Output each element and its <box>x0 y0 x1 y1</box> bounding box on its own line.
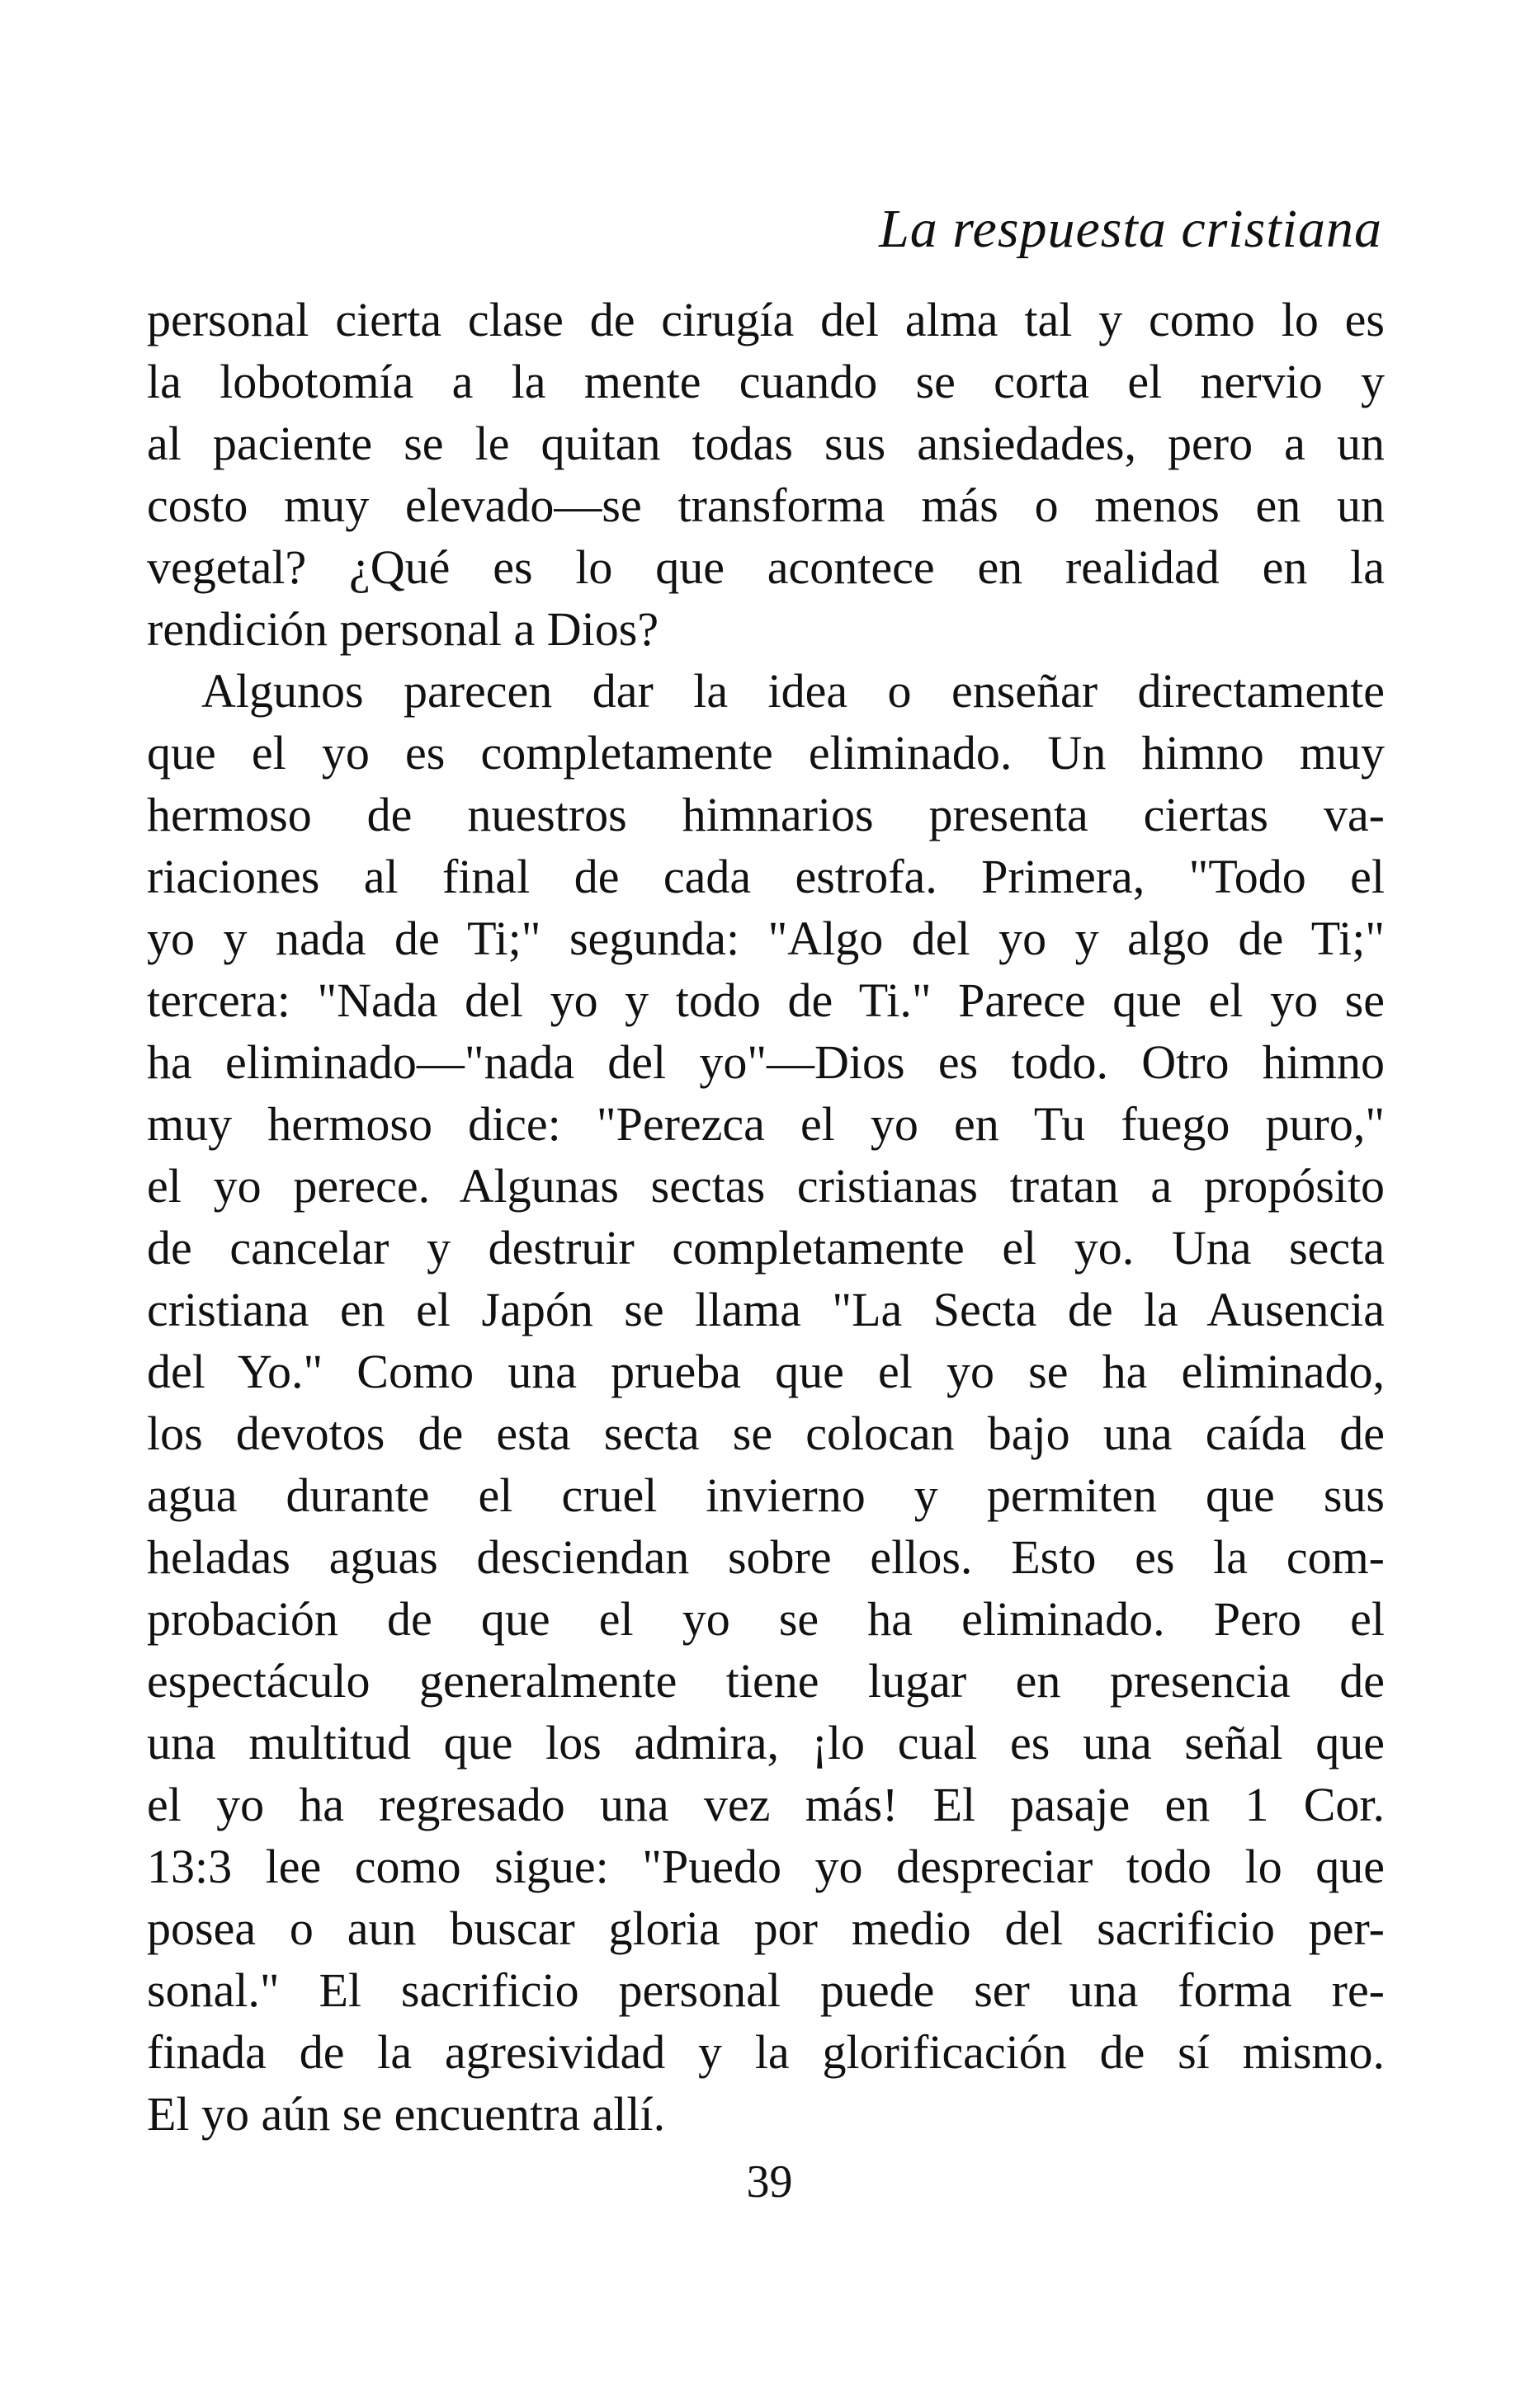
paragraph-1 <box>147 289 1385 660</box>
text-line: rendición personal a Dios? <box>147 602 659 656</box>
text-line: espectáculo generalmente tiene lugar en presencia de <box>147 1654 1385 1708</box>
text-line: que el yo es completamente eliminado. Un himno muy <box>147 726 1385 780</box>
text-line: riaciones al final de cada estrofa. Primera, "Todo el <box>147 850 1385 903</box>
text-line: de cancelar y destruir completamente el yo. Una secta <box>147 1221 1385 1275</box>
text-line: los devotos de esta secta se colocan bajo una caída de <box>147 1407 1385 1460</box>
running-head: La respuesta cristiana <box>879 199 1382 259</box>
text-line: heladas aguas desciendan sobre ellos. Esto es la com- <box>147 1530 1385 1584</box>
body-text <box>147 289 1385 2145</box>
text-line: del Yo." Como una prueba que el yo se ha eliminado, <box>147 1345 1385 1398</box>
text-line: la lobotomía a la mente cuando se corta el nervio y <box>147 355 1385 408</box>
text-line: agua durante el cruel invierno y permiten que sus <box>147 1468 1385 1522</box>
text-line: probación de que el yo se ha eliminado. Pero el <box>147 1592 1385 1646</box>
text-line: yo y nada de Ti;" segunda: "Algo del yo y algo de Ti;" <box>147 912 1385 965</box>
page-number: 39 <box>746 2156 793 2208</box>
text-line: El yo aún se encuentra allí. <box>147 2087 666 2141</box>
text-line: 13:3 lee como sigue: "Puedo yo despreciar todo lo que <box>147 1840 1385 1893</box>
text-line: una multitud que los admira, ¡lo cual es una señal que <box>147 1716 1385 1769</box>
text-line: el yo perece. Algunas sectas cristianas tratan a propósito <box>147 1159 1385 1213</box>
text-line: muy hermoso dice: "Perezca el yo en Tu fuego puro," <box>147 1097 1385 1151</box>
text-line: al paciente se le quitan todas sus ansiedades, pero a un <box>147 417 1385 470</box>
text-line: hermoso de nuestros himnarios presenta ciertas va- <box>147 788 1385 841</box>
text-line: personal cierta clase de cirugía del alma tal y como lo es <box>147 293 1385 346</box>
paragraph-2 <box>147 660 1385 2145</box>
text-line: vegetal? ¿Qué es lo que acontece en realidad en la <box>147 540 1385 594</box>
text-line: ha eliminado—"nada del yo"—Dios es todo. Otro himno <box>147 1035 1385 1089</box>
text-line: tercera: "Nada del yo y todo de Ti." Parece que el yo se <box>147 973 1385 1027</box>
text-line: sonal." El sacrificio personal puede ser una forma re- <box>147 1963 1385 2017</box>
text-line: el yo ha regresado una vez más! El pasaje en 1 Cor. <box>147 1778 1385 1831</box>
text-line: Algunos parecen dar la idea o enseñar directamente <box>201 664 1385 718</box>
text-line: posea o aun buscar gloria por medio del sacrificio per- <box>147 1901 1385 1955</box>
text-line: finada de la agresividad y la glorificación de sí mismo. <box>147 2025 1385 2079</box>
text-line: cristiana en el Japón se llama "La Secta de la Ausencia <box>147 1283 1385 1336</box>
text-line: costo muy elevado—se transforma más o menos en un <box>147 478 1385 532</box>
